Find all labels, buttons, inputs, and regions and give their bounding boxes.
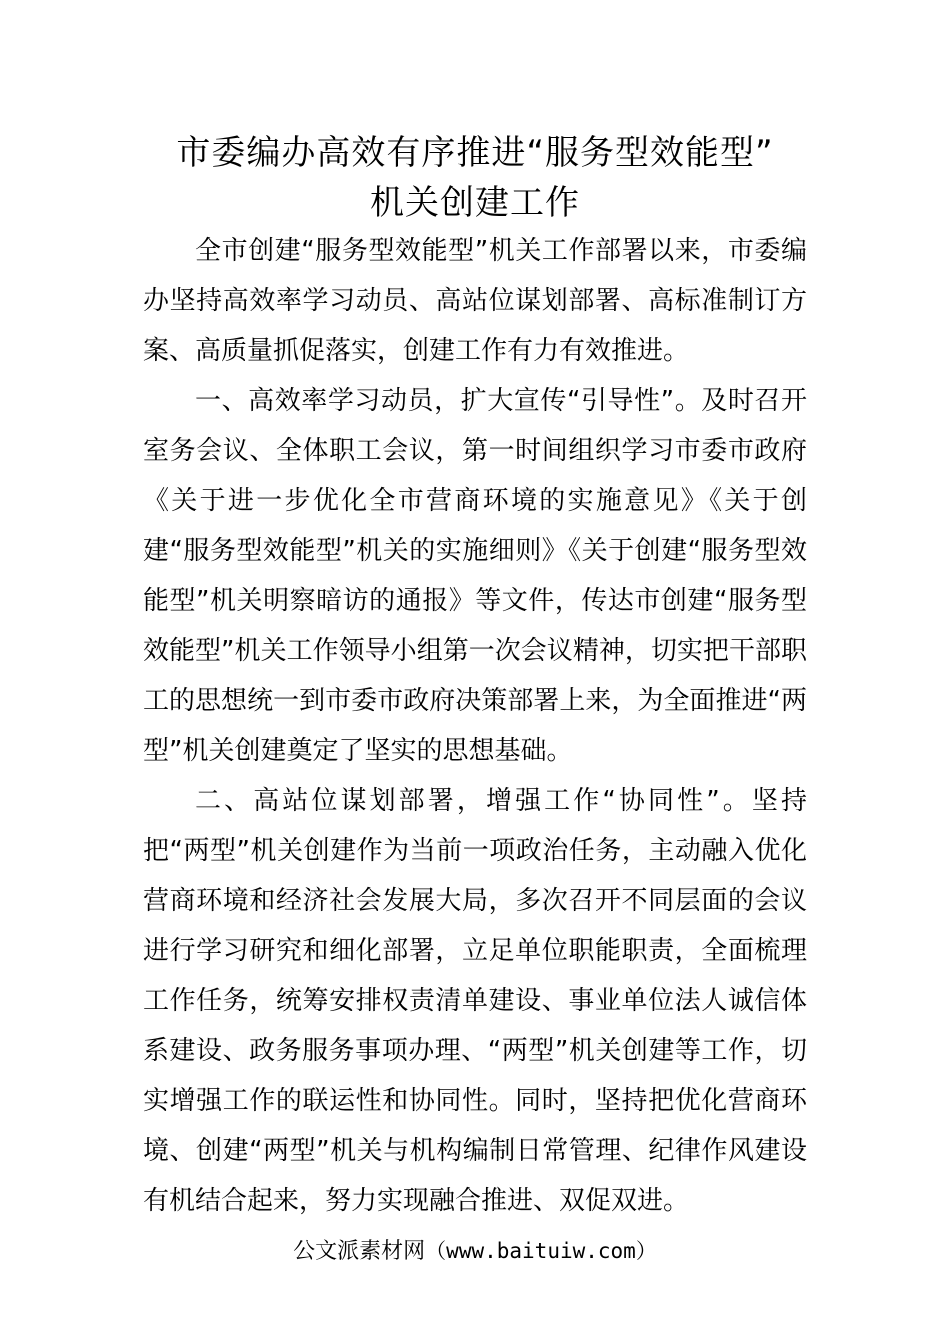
footer-watermark (0, 1233, 950, 1270)
footer-url: （www.baituiw.com） (425, 1239, 657, 1263)
paragraph-section-2: 二、高站位谋划部署，增强工作“协同性”。坚持把“两型”机关创建作为当前一项政治任务，主动融入优化营商环境和经济社会发展大局，多次召开不同层面的会议进行学习研究和细化部署，立足单位职能职责，全面梳理工作任务，统筹安排权责清单建设、事业单位法人诚信体系建设、政务服务事项办理、“两型”机关创建等工作，切实增强工作的联运性和协同性。同时，坚持把优化营商环境、创建“两型”机关与机构编制日常管理、纪律作风建设有机结合起来，努力实现融合推进、双促双进。 (143, 786, 807, 1216)
title-line-1: 市委编办高效有序推进“服务型效能型” (176, 133, 774, 173)
footer-site-name: 公文派素材网 (293, 1239, 426, 1264)
document-body (143, 226, 807, 1226)
document-title (120, 128, 830, 228)
paragraph-section-1: 一、高效率学习动员，扩大宣传“引导性”。及时召开室务会议、全体职工会议，第一时间组织学习市委市政府《关于进一步优化全市营商环境的实施意见》《关于创建“服务型效能型”机关的实施细则》《关于创建“服务型效能型”机关明察暗访的通报》等文件，传达市创建“服务型效能型”机关工作领导小组第一次会议精神，切实把干部职工的思想统一到市委市政府决策部署上来，为全面推进“两型”机关创建奠定了坚实的思想基础。 (143, 386, 807, 766)
title-line-2: 机关创建工作 (370, 183, 580, 223)
paragraph-intro: 全市创建“服务型效能型”机关工作部署以来，市委编办坚持高效率学习动员、高站位谋划部署、高标准制订方案、高质量抓促落实，创建工作有力有效推进。 (143, 236, 807, 366)
